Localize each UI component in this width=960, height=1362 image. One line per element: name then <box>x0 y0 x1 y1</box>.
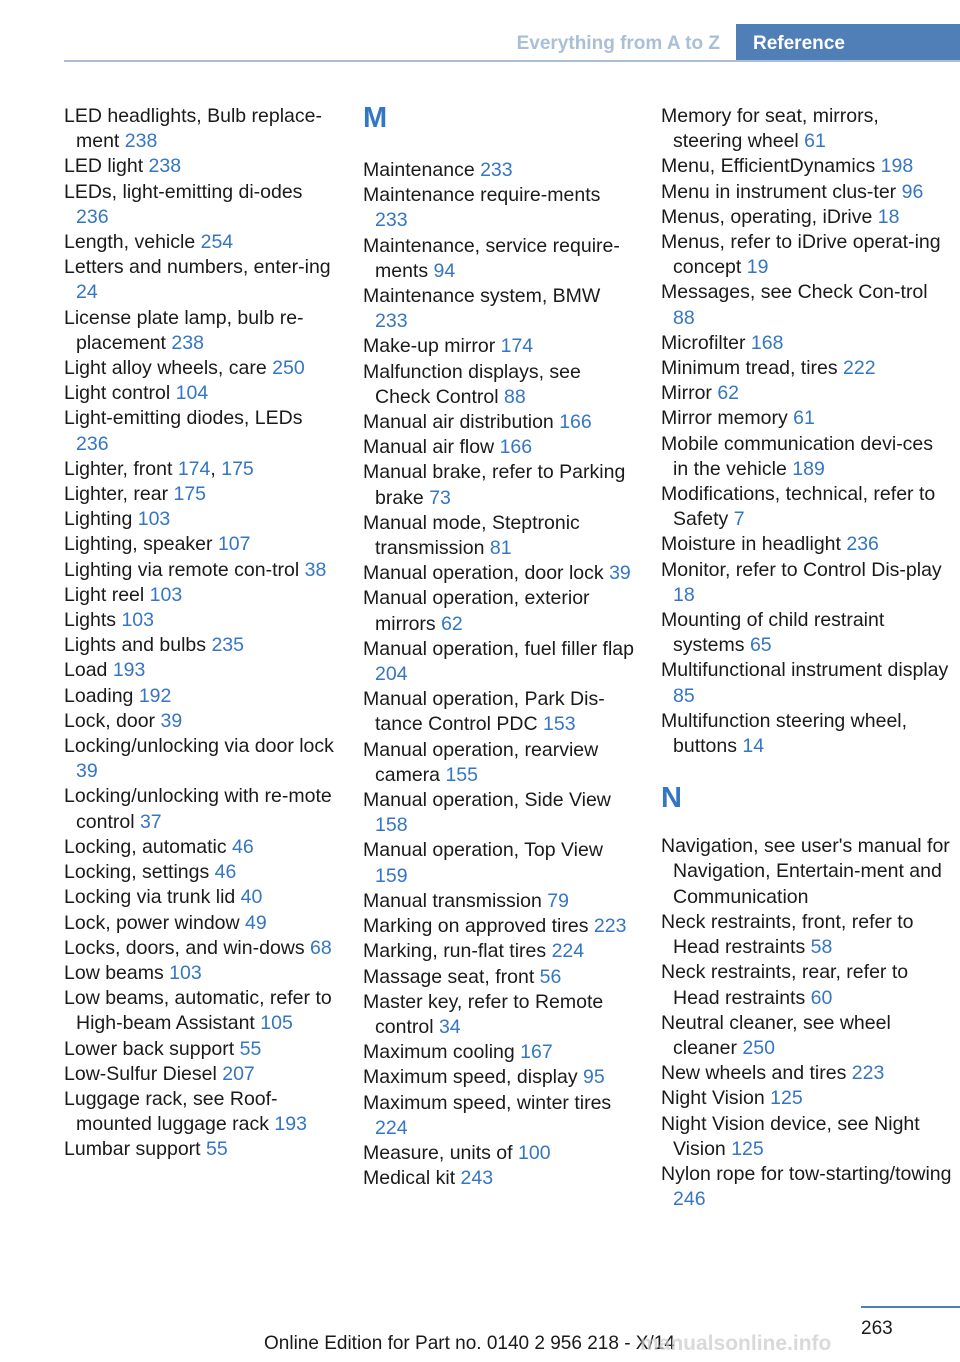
index-entry-text: Loading <box>64 684 139 707</box>
page-reference-link[interactable]: 18 <box>673 583 695 606</box>
page-reference-link[interactable]: 55 <box>239 1037 262 1060</box>
page-reference-link[interactable]: 236 <box>846 533 879 556</box>
index-entry <box>661 910 953 960</box>
index-entry <box>64 406 336 456</box>
page-reference-link[interactable]: 224 <box>375 1116 408 1139</box>
page-number: 263 <box>861 1318 893 1339</box>
index-entry <box>363 939 635 964</box>
index-entry-text: Mobile communication devi-ces in the vehicle <box>661 432 934 480</box>
index-entry <box>363 586 635 636</box>
index-entry <box>661 1086 953 1111</box>
index-entry-text: License plate lamp, bulb re-placement <box>64 306 304 354</box>
index-entry-text: Multifunctional instrument display <box>661 659 949 682</box>
index-entry-text: Luggage rack, see Roof-mounted luggage rack <box>64 1087 278 1136</box>
page-reference-link[interactable]: 18 <box>877 205 900 228</box>
page-reference-link[interactable]: 104 <box>175 382 209 405</box>
index-entry-text: Neck restraints, front, refer to Head restraints <box>661 910 914 959</box>
index-entry <box>64 885 336 910</box>
index-entry <box>64 583 336 608</box>
index-entry <box>64 180 336 230</box>
page-reference-link[interactable]: 61 <box>793 407 815 430</box>
index-entry <box>64 986 336 1036</box>
index-entry-text: Manual operation, door lock <box>363 562 610 585</box>
index-entry <box>64 911 336 936</box>
page-reference-link[interactable]: 88 <box>673 306 695 329</box>
index-entry-text: Medical kit <box>363 1167 461 1190</box>
index-entry <box>64 482 336 507</box>
page-reference-link[interactable]: 39 <box>609 562 631 585</box>
page-reference-link[interactable]: 79 <box>547 889 569 912</box>
index-entry-text: Maintenance system, BMW <box>363 285 601 308</box>
index-entry <box>363 637 635 687</box>
index-entry <box>64 306 336 356</box>
index-entry-text: Maximum speed, winter tires <box>363 1091 612 1114</box>
index-entry <box>363 234 635 284</box>
page-reference-link[interactable]: 167 <box>520 1041 553 1064</box>
index-entry-text: Lighting <box>64 508 138 531</box>
page-reference-link[interactable]: 60 <box>810 986 833 1009</box>
index-entry-text: Navigation, see user's manual for Navigation, Entertain-ment and Communication <box>661 835 950 908</box>
index-entry-text: Manual transmission <box>363 889 548 912</box>
index-entry-text: Lights and bulbs <box>64 634 212 657</box>
page-reference-link[interactable]: 38 <box>304 558 327 581</box>
page-reference-link[interactable]: 235 <box>211 634 244 657</box>
index-entry <box>64 356 336 381</box>
index-entry-text: Night Vision device, see Night Vision <box>661 1112 920 1160</box>
page-reference-link[interactable]: 65 <box>749 634 772 657</box>
index-entry-text: Manual mode, Steptronic transmission <box>363 511 580 560</box>
page-reference-link[interactable]: 107 <box>217 533 251 556</box>
index-entry-text: Lighter, front <box>64 457 178 480</box>
index-entry-text: Maintenance, service require-ments <box>363 234 620 282</box>
index-entry <box>363 410 635 435</box>
page-reference-link[interactable]: 88 <box>503 385 526 408</box>
page-reference-link[interactable]: 223 <box>593 915 627 938</box>
index-entry <box>661 280 953 330</box>
index-entry <box>661 406 953 431</box>
page-reference-link[interactable]: 56 <box>539 965 562 988</box>
page-reference-link[interactable]: 49 <box>245 911 267 934</box>
index-entry <box>64 709 336 734</box>
index-entry <box>363 334 635 359</box>
index-entry <box>363 914 635 939</box>
index-entry <box>363 788 635 838</box>
index-entry <box>64 835 336 860</box>
page-reference-link[interactable]: 155 <box>445 763 478 786</box>
index-entry <box>661 180 953 205</box>
page-reference-link[interactable]: 250 <box>742 1036 775 1059</box>
index-entry <box>661 432 953 482</box>
index-entry-text: Messages, see Check Con-trol <box>661 281 928 304</box>
index-entry-text: Load <box>64 659 113 682</box>
index-entry-text: Night Vision <box>661 1087 771 1110</box>
page-header <box>0 0 960 62</box>
index-entry-text: Maximum cooling <box>363 1041 521 1064</box>
index-entry <box>363 284 635 334</box>
index-entry <box>363 460 635 510</box>
watermark: manualsonline.info <box>640 1332 832 1355</box>
page-reference-link[interactable]: 204 <box>375 663 408 686</box>
page-reference-link[interactable]: 207 <box>222 1062 255 1085</box>
index-entry <box>64 558 336 583</box>
reference-tab[interactable]: Reference <box>736 24 960 62</box>
index-column-1 <box>64 104 336 1163</box>
page-reference-link[interactable]: 198 <box>880 155 914 178</box>
index-entry <box>363 561 635 586</box>
page-reference-link[interactable]: 168 <box>750 331 784 354</box>
index-entry-text: Measure, units of <box>363 1141 518 1164</box>
index-entry-text: Neutral cleaner, see wheel cleaner <box>661 1011 891 1059</box>
page-reference-link[interactable]: 85 <box>673 684 695 707</box>
index-entry <box>661 608 953 658</box>
index-entry-text: New wheels and tires <box>661 1062 852 1085</box>
index-entry <box>661 1162 953 1212</box>
index-entry <box>661 558 953 608</box>
index-entry-text: Light alloy wheels, care <box>64 357 273 380</box>
index-entry <box>64 1087 336 1137</box>
index-entry-text: Master key, refer to Remote control <box>363 990 604 1038</box>
index-entry-text: Menus, refer to iDrive operat-ing concept <box>661 231 941 279</box>
index-entry <box>661 1011 953 1061</box>
page-reference-link[interactable]: 174 <box>500 335 534 358</box>
index-entry <box>661 331 953 356</box>
index-entry <box>363 1040 635 1065</box>
index-entry-text: Lighter, rear <box>64 483 174 506</box>
index-column-2 <box>363 104 635 1191</box>
page-reference-link[interactable]: 158 <box>375 814 408 837</box>
page-reference-link[interactable]: 39 <box>76 760 98 783</box>
index-entry <box>661 482 953 532</box>
index-entry <box>64 1137 336 1162</box>
index-entry <box>363 435 635 460</box>
page-reference-link[interactable]: 68 <box>310 936 332 959</box>
index-entry-text: Mirror memory <box>661 407 794 430</box>
index-entry-text: Manual operation, Top View <box>363 839 603 862</box>
index-entry-text: Locking/unlocking via door lock <box>64 735 334 758</box>
index-entry <box>661 834 953 910</box>
page-reference-link[interactable]: 62 <box>717 382 740 405</box>
index-entry-text: Nylon rope for tow-starting/towing <box>661 1162 952 1185</box>
page-reference-link[interactable]: 125 <box>770 1087 803 1110</box>
index-entry-text: Maximum speed, display <box>363 1066 584 1089</box>
index-entry <box>64 684 336 709</box>
index-entry <box>661 154 953 179</box>
index-entry-text: Microfilter <box>661 331 751 354</box>
page-reference-link[interactable]: 34 <box>438 1015 461 1038</box>
page-reference-link[interactable]: 7 <box>733 508 745 531</box>
index-entry-text: Manual operation, Side View <box>363 789 611 812</box>
index-entry-text: Manual operation, Park Dis-tance Control PDC <box>363 688 605 736</box>
index-entry-text: Multifunction steering wheel, buttons <box>661 709 908 758</box>
index-entry <box>363 838 635 888</box>
page-reference-link[interactable]: 125 <box>731 1137 764 1160</box>
index-entry-text: Lumbar support <box>64 1138 206 1161</box>
page-reference-link[interactable]: 238 <box>124 130 158 153</box>
index-entry <box>64 961 336 986</box>
index-entry-text: Moisture in headlight <box>661 533 847 556</box>
index-entry-text: Menus, operating, iDrive <box>661 205 878 228</box>
page-reference-link[interactable]: 174 <box>177 457 211 480</box>
index-entry <box>363 1141 635 1166</box>
page-reference-link[interactable]: 39 <box>160 709 183 732</box>
index-entry-text: Light control <box>64 382 176 405</box>
page-reference-link[interactable]: 95 <box>583 1066 605 1089</box>
page-reference-link[interactable]: 192 <box>138 684 172 707</box>
page-reference-link[interactable]: 105 <box>260 1012 293 1035</box>
index-entry <box>64 381 336 406</box>
page-reference-link[interactable]: 222 <box>843 357 876 380</box>
page-reference-link[interactable]: 159 <box>375 864 408 887</box>
index-entry-text: LEDs, light-emitting di-odes <box>64 180 303 203</box>
page-reference-link[interactable]: 238 <box>171 331 204 354</box>
index-entry-text: LED light <box>64 155 149 178</box>
index-entry <box>661 104 953 154</box>
index-entry-text: Manual air distribution <box>363 411 560 434</box>
page-reference-link[interactable]: 58 <box>810 936 833 959</box>
index-entry <box>661 532 953 557</box>
page-reference-link[interactable]: 40 <box>240 886 263 909</box>
page-reference-link[interactable]: 46 <box>232 835 254 858</box>
page-reference-link[interactable]: 224 <box>551 940 585 963</box>
index-entry <box>661 1061 953 1086</box>
page-reference-link[interactable]: 233 <box>480 159 513 181</box>
index-letter-heading: N <box>661 782 682 815</box>
index-entry-text: Lights <box>64 609 122 632</box>
index-entry <box>363 158 635 183</box>
page-reference-link[interactable]: 175 <box>173 483 207 506</box>
index-entry <box>363 511 635 561</box>
index-entry-text: Lower back support <box>64 1037 240 1060</box>
page-reference-link[interactable]: 236 <box>76 432 109 455</box>
index-entry-text: Length, vehicle <box>64 231 201 254</box>
page-reference-link[interactable]: 62 <box>441 612 463 635</box>
page-reference-link[interactable]: 166 <box>499 436 533 459</box>
index-entry-text: Lighting via remote con-trol <box>64 558 305 581</box>
index-entry: Lighter, front 174, 175 <box>64 457 254 480</box>
index-entry <box>661 205 953 230</box>
index-entry <box>64 154 336 179</box>
index-entry-text: Menu, EfficientDynamics <box>661 155 881 178</box>
index-entry-text: Mirror <box>661 382 718 405</box>
page-reference-link[interactable]: 250 <box>272 357 305 380</box>
index-entry <box>363 183 635 233</box>
index-entry-text: Menu in instrument clus-ter <box>661 180 902 203</box>
page-reference-link[interactable]: 24 <box>76 281 98 304</box>
page-reference-link[interactable]: 233 <box>375 209 408 232</box>
index-entry <box>661 960 953 1010</box>
index-entry-text: Mounting of child restraint systems <box>661 609 885 657</box>
page-reference-link[interactable]: 55 <box>206 1138 228 1161</box>
index-entry-text: Manual operation, exterior mirrors <box>363 587 590 635</box>
page-reference-link[interactable]: 189 <box>792 457 825 480</box>
index-entry <box>64 255 336 305</box>
section-title: Everything from A to Z <box>516 33 720 54</box>
index-letter-heading: M <box>363 102 388 134</box>
index-entry <box>64 1062 336 1087</box>
index-entry <box>64 784 336 834</box>
index-entry-text: Massage seat, front <box>363 965 540 988</box>
index-entry <box>363 360 635 410</box>
index-entry-text: Locking, automatic <box>64 835 233 858</box>
page-reference-link[interactable]: 73 <box>429 486 451 509</box>
index-entry <box>64 104 336 154</box>
index-entry <box>363 687 635 737</box>
index-entry <box>64 860 336 885</box>
index-entry-text: Memory for seat, mirrors, steering wheel <box>661 105 879 153</box>
page-reference-link[interactable]: 233 <box>375 310 408 333</box>
index-entry-text: Locking, settings <box>64 861 215 884</box>
page-reference-link[interactable]: 236 <box>76 205 109 228</box>
index-entry-text: LED headlights, Bulb replace-ment <box>64 105 322 153</box>
page-reference-link[interactable]: 193 <box>274 1113 307 1136</box>
index-entry <box>64 633 336 658</box>
index-entry <box>661 1112 953 1162</box>
page-reference-link[interactable]: 238 <box>148 155 182 178</box>
index-entry-text: Manual operation, fuel filler flap <box>363 637 634 660</box>
index-column-3 <box>661 104 953 1212</box>
index-entry-text: Light reel <box>64 583 150 606</box>
page-reference-link[interactable]: 103 <box>149 583 183 606</box>
page-reference-link[interactable]: 96 <box>901 180 924 203</box>
index-entry-text: Modifications, technical, refer to Safety <box>661 483 936 531</box>
index-entry-text: Light-emitting diodes, LEDs <box>64 407 303 430</box>
index-entry-text: Lighting, speaker <box>64 533 218 556</box>
page-reference-link[interactable]: 94 <box>433 259 456 282</box>
index-entry-text: Minimum tread, tires <box>661 357 844 380</box>
index-entry-text: Marking, run-flat tires <box>363 940 552 963</box>
index-entry <box>64 608 336 633</box>
page-reference-link[interactable]: 103 <box>169 961 202 984</box>
index-entry <box>363 1065 635 1090</box>
index-entry-text: Locks, doors, and win-dows <box>64 936 311 959</box>
index-entry-text: Locking/unlocking with re-mote control <box>64 785 332 833</box>
page-reference-link[interactable]: 223 <box>851 1062 885 1085</box>
index-entry <box>64 936 336 961</box>
page-reference-link[interactable]: 193 <box>112 659 146 682</box>
index-entry-text: Low-Sulfur Diesel <box>64 1062 223 1085</box>
index-entry <box>64 658 336 683</box>
index-entry <box>661 709 953 759</box>
index-entry-text: Letters and numbers, enter-ing <box>64 256 331 279</box>
index-entry-text: Malfunction displays, see Check Control <box>363 360 581 408</box>
page-reference-link[interactable]: 103 <box>137 508 171 531</box>
index-entry-text: Low beams <box>64 961 170 984</box>
index-entry <box>661 230 953 280</box>
page-reference-link[interactable]: 100 <box>518 1141 551 1164</box>
index-entry-text: Make-up mirror <box>363 335 501 358</box>
index-entry <box>64 230 336 255</box>
index-entry <box>64 734 336 784</box>
index-entry <box>64 1037 336 1062</box>
page-reference-link[interactable]: 46 <box>214 861 237 884</box>
page-reference-link[interactable]: 103 <box>121 609 154 632</box>
edition-note: Online Edition for Part no. 0140 2 956 218 - X/14 <box>264 1333 675 1354</box>
index-entry <box>363 990 635 1040</box>
index-entry <box>363 889 635 914</box>
index-entry <box>363 738 635 788</box>
index-entry <box>64 532 336 557</box>
index-entry <box>363 1166 635 1191</box>
page-reference-link[interactable]: 254 <box>200 231 234 254</box>
index-entry-text: Marking on approved tires <box>363 915 594 938</box>
index-entry <box>363 1091 635 1141</box>
page-reference-link[interactable]: 166 <box>559 411 592 434</box>
page-reference-link[interactable]: 37 <box>139 810 162 833</box>
index-entry-text: Maintenance require-ments <box>363 184 601 207</box>
page-reference-link[interactable]: 175 <box>221 457 254 480</box>
index-entry-text: Locking via trunk lid <box>64 886 241 909</box>
page-reference-link[interactable]: 153 <box>543 713 576 736</box>
index-entry-text: Maintenance <box>363 159 481 181</box>
index-entry <box>363 965 635 990</box>
page-reference-link[interactable]: 19 <box>746 256 769 279</box>
index-entry-text: Lock, door <box>64 709 161 732</box>
index-entry-text: Manual brake, refer to Parking brake <box>363 461 626 509</box>
page-reference-link[interactable]: 246 <box>673 1188 706 1211</box>
index-entry-text: Lock, power window <box>64 911 246 934</box>
index-entry <box>661 658 953 708</box>
index-entry-text: Neck restraints, rear, refer to Head restraints <box>661 961 909 1009</box>
index-entry <box>64 507 336 532</box>
index-entry-text: Manual operation, rearview camera <box>363 738 599 786</box>
page-reference-link[interactable]: 243 <box>460 1167 494 1190</box>
index-entry <box>661 381 953 406</box>
index-entry <box>661 356 953 381</box>
index-entry-text: Low beams, automatic, refer to High-beam Assistant <box>64 987 332 1035</box>
header-rule <box>64 60 960 62</box>
page-reference-link[interactable]: 81 <box>489 537 512 560</box>
footer-rule <box>861 1306 960 1308</box>
page-reference-link[interactable]: 14 <box>742 735 765 758</box>
page-reference-link[interactable]: 61 <box>804 130 826 153</box>
index-entry-text: Manual air flow <box>363 436 500 459</box>
index-entry-text: Monitor, refer to Control Dis-play <box>661 558 942 581</box>
